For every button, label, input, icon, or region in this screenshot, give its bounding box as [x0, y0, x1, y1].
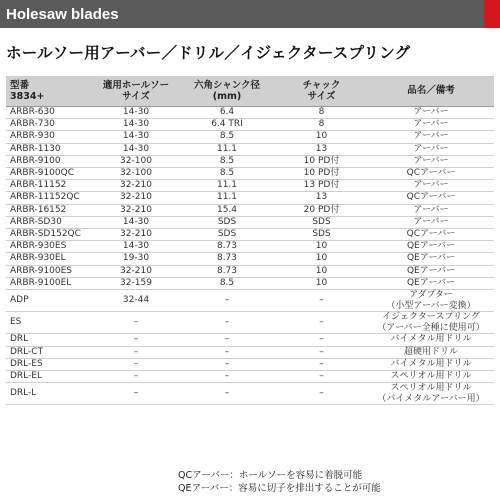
table-cell: 32-44 [93, 290, 179, 312]
table-cell: アーバー [368, 143, 494, 155]
table-cell: – [179, 312, 275, 334]
table-cell: – [93, 371, 179, 383]
table-cell: 8.5 [179, 131, 275, 143]
table-cell: 8.73 [179, 241, 275, 253]
table-cell: 32-210 [93, 180, 179, 192]
table-cell: – [275, 334, 368, 346]
footnotes [178, 470, 494, 495]
table-cell: 32-210 [93, 229, 179, 241]
table-cell: – [93, 358, 179, 370]
table-cell: DRL-ES [6, 358, 93, 370]
table-cell: アーバー [368, 119, 494, 131]
table-cell: 6.4 [179, 107, 275, 119]
table-cell: 11.1 [179, 143, 275, 155]
table-cell: 8 [275, 119, 368, 131]
table-cell: ARBR-630 [6, 107, 93, 119]
table-row [6, 192, 494, 204]
table-cell: ARBR-9100QC [6, 168, 93, 180]
table-row [6, 253, 494, 265]
table-cell: SDS [179, 216, 275, 228]
table-cell: – [275, 312, 368, 334]
page-heading: ホールソー用アーバー／ドリル／イジェクタースプリング [6, 44, 411, 62]
table-body [6, 107, 494, 405]
table-cell: 10 [275, 241, 368, 253]
table-cell: – [275, 371, 368, 383]
table-row [6, 143, 494, 155]
table-cell: 8.73 [179, 253, 275, 265]
table-cell: 32-210 [93, 265, 179, 277]
table-cell: ARBR-1130 [6, 143, 93, 155]
table-cell: アーバー [368, 131, 494, 143]
banner-title: Holesaw blades [6, 5, 119, 23]
table-cell: 14-30 [93, 131, 179, 143]
table-cell: DRL [6, 334, 93, 346]
table-cell: – [179, 334, 275, 346]
table-cell: – [275, 290, 368, 312]
table-cell: – [179, 383, 275, 405]
footnote-qc: QCアーバー：ホールソーを容易に着脱可能 [178, 470, 363, 481]
table-cell: バイメタル用ドリル [368, 334, 494, 346]
table-cell: QCアーバー [368, 168, 494, 180]
table-row [6, 168, 494, 180]
table-cell: QCアーバー [368, 229, 494, 241]
spec-table-container [6, 76, 494, 405]
table-cell: ARBR-9100 [6, 155, 93, 167]
table-cell: 10 [275, 253, 368, 265]
table-cell: QCアーバー [368, 192, 494, 204]
column-header-0: 型番 3834+ [6, 76, 93, 107]
table-cell: 32-159 [93, 277, 179, 289]
table-cell: ARBR-SD30 [6, 216, 93, 228]
table-cell: アーバー [368, 155, 494, 167]
table-cell: アーバー [368, 204, 494, 216]
table-cell: ARBR-16152 [6, 204, 93, 216]
table-cell: 8.5 [179, 168, 275, 180]
table-cell: ARBR-930ES [6, 241, 93, 253]
table-cell: アダプター （小型アーバー変換） [368, 290, 494, 312]
table-cell: 10 [275, 265, 368, 277]
table-cell: QEアーバー [368, 253, 494, 265]
table-cell: – [275, 358, 368, 370]
table-cell: 8.5 [179, 155, 275, 167]
table-cell: アーバー [368, 107, 494, 119]
table-cell: QEアーバー [368, 265, 494, 277]
table-cell: ARBR-930 [6, 131, 93, 143]
table-cell: 13 [275, 143, 368, 155]
table-cell: スペリオル用ドリル [368, 371, 494, 383]
table-cell: ADP [6, 290, 93, 312]
table-row [6, 180, 494, 192]
table-cell: 8 [275, 107, 368, 119]
table-cell: 10 PD付 [275, 155, 368, 167]
table-cell: – [275, 383, 368, 405]
table-row [6, 216, 494, 228]
table-row [6, 346, 494, 358]
table-cell: – [93, 383, 179, 405]
table-cell: – [179, 371, 275, 383]
table-cell: 10 PD付 [275, 168, 368, 180]
table-cell: 8.73 [179, 265, 275, 277]
table-cell: – [93, 312, 179, 334]
table-cell: 超硬用ドリル [368, 346, 494, 358]
table-row [6, 277, 494, 289]
table-cell: ES [6, 312, 93, 334]
table-cell: – [93, 334, 179, 346]
table-header-row [6, 76, 494, 107]
table-cell: ARBR-9100ES [6, 265, 93, 277]
table-cell: – [93, 346, 179, 358]
table-cell: アーバー [368, 180, 494, 192]
table-cell: ARBR-SD152QC [6, 229, 93, 241]
table-row [6, 107, 494, 119]
column-header-3: チャック サイズ [275, 76, 368, 107]
table-cell: 32-100 [93, 168, 179, 180]
table-row [6, 241, 494, 253]
table-row [6, 312, 494, 334]
table-cell: – [179, 290, 275, 312]
table-cell: ARBR-930EL [6, 253, 93, 265]
table-row [6, 265, 494, 277]
table-row [6, 131, 494, 143]
spec-table [6, 76, 494, 405]
table-cell: 19-30 [93, 253, 179, 265]
table-cell: 13 [275, 192, 368, 204]
table-cell: QEアーバー [368, 241, 494, 253]
table-cell: SDS [179, 229, 275, 241]
table-cell: 14-30 [93, 143, 179, 155]
table-cell: 14-30 [93, 241, 179, 253]
table-cell: 14-30 [93, 119, 179, 131]
table-cell: ARBR-11152QC [6, 192, 93, 204]
table-cell: DRL-L [6, 383, 93, 405]
table-row [6, 119, 494, 131]
footnote-qe: QEアーバー：容易に切子を排出することが可能 [178, 482, 381, 494]
table-cell: バイメタル用ドリル [368, 358, 494, 370]
table-row [6, 204, 494, 216]
table-cell: 11.1 [179, 192, 275, 204]
table-cell: – [179, 346, 275, 358]
table-cell: SDS [275, 229, 368, 241]
table-cell: スペリオル用ドリル （バイメタルアーバー用） [368, 383, 494, 405]
accent-block [484, 0, 500, 28]
table-cell: イジェクタースプリング （アーバー全種に使用可） [368, 312, 494, 334]
table-cell: – [179, 358, 275, 370]
table-cell: 32-100 [93, 155, 179, 167]
table-cell: DRL-CT [6, 346, 93, 358]
column-header-2: 六角シャンク径 (mm) [179, 76, 275, 107]
table-cell: 15.4 [179, 204, 275, 216]
table-cell: QEアーバー [368, 277, 494, 289]
table-cell: DRL-EL [6, 371, 93, 383]
table-row [6, 371, 494, 383]
table-cell: SDS [275, 216, 368, 228]
table-cell: 8.5 [179, 277, 275, 289]
table-cell: ARBR-9100EL [6, 277, 93, 289]
column-header-1: 適用ホールソー サイズ [93, 76, 179, 107]
table-cell: アーバー [368, 216, 494, 228]
table-cell: – [275, 346, 368, 358]
table-row [6, 358, 494, 370]
table-cell: 11.1 [179, 180, 275, 192]
top-banner [0, 0, 500, 28]
table-cell: 32-210 [93, 192, 179, 204]
table-cell: 10 [275, 131, 368, 143]
table-cell: 10 [275, 277, 368, 289]
table-cell: ARBR-730 [6, 119, 93, 131]
table-cell: 14-30 [93, 216, 179, 228]
table-cell: 32-210 [93, 204, 179, 216]
column-header-4: 品名／備考 [368, 76, 494, 107]
table-cell: 6.4 TRI [179, 119, 275, 131]
table-row [6, 229, 494, 241]
table-row [6, 383, 494, 405]
table-row [6, 290, 494, 312]
table-row [6, 334, 494, 346]
table-cell: 13 PD付 [275, 180, 368, 192]
table-row [6, 155, 494, 167]
table-cell: ARBR-11152 [6, 180, 93, 192]
table-cell: 14-30 [93, 107, 179, 119]
table-cell: 20 PD付 [275, 204, 368, 216]
